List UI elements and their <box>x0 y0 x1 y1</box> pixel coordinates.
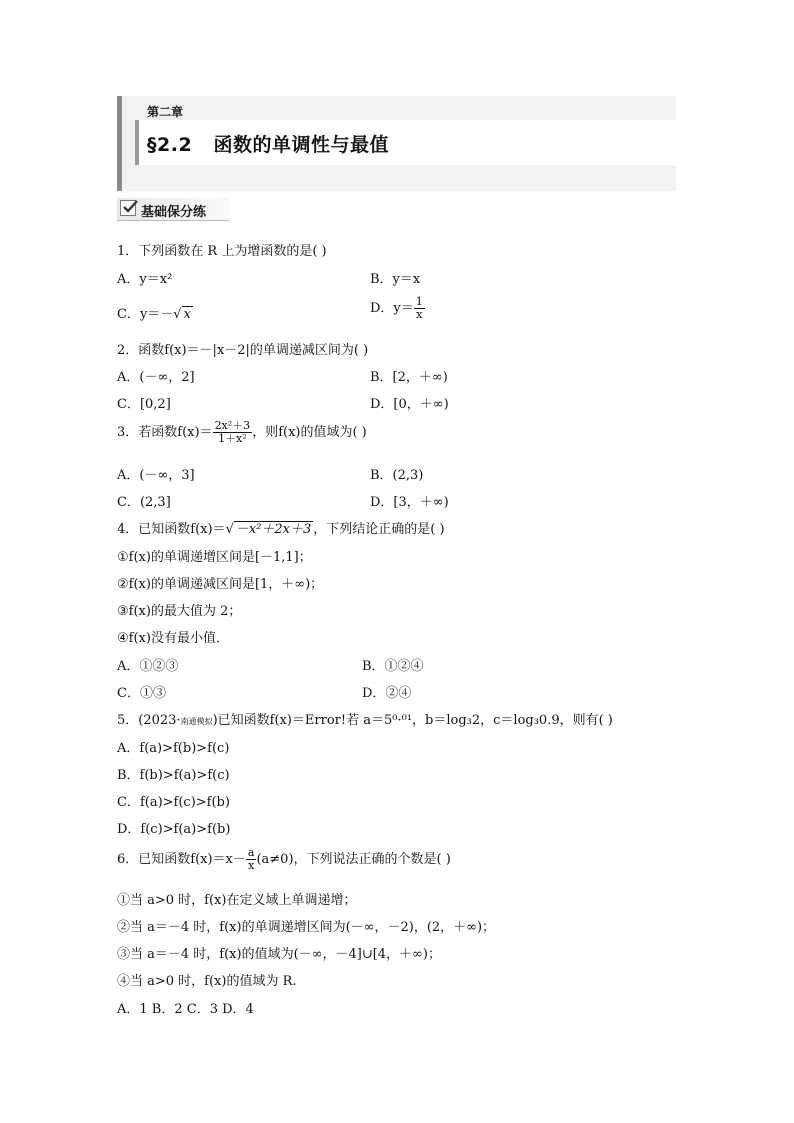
q6-statement-1: ①当 a>0 时，f(x)在定义域上单调递增； <box>117 893 357 908</box>
q3-stem: 3．若函数f(x)＝ $\frac{\text{2x²＋3}}{\text{1＋x²}}$ ，则f(x)的值域为( ) <box>117 419 367 445</box>
q1-option-d <box>370 296 425 321</box>
q2-option-c: C．[0,2] <box>117 397 171 412</box>
q6-statement-2: ②当 a＝－4 时，f(x)的单调递增区间为(－∞，－2)，(2，＋∞)； <box>117 920 496 935</box>
q3-option-a: A．(－∞，3] <box>117 468 195 483</box>
q4-radicand: －x²＋2x＋3 <box>235 522 312 537</box>
q1-option-a: A．y＝x² <box>117 272 173 287</box>
section-label: 基础保分练 <box>141 205 207 220</box>
q2-option-b: B．[2，＋∞) <box>370 370 448 385</box>
section-title: 函数的单调性与最值 <box>213 134 390 156</box>
q4-statement-4: ④f(x)没有最小值． <box>117 631 229 646</box>
q1-option-d-text: D．y＝ <box>370 301 414 316</box>
q6-options: A．1 B．2 C．3 D．4 <box>117 1002 254 1017</box>
header-accent-bar <box>117 96 122 191</box>
q3-option-b: B．(2,3) <box>370 468 424 483</box>
page-title <box>147 130 389 157</box>
q2-stem: 2．函数f(x)＝－|x－2|的单调递减区间为( ) <box>117 343 369 358</box>
q4-option-a: A．①②③ <box>117 659 179 674</box>
q4-statement-2: ②f(x)的单调递减区间是[1，＋∞)； <box>117 577 324 592</box>
q5-option-b: B．f(b)>f(a)>f(c) <box>117 768 230 783</box>
q5-stem: 5．(2023·南通模拟)已知函数f(x)＝Error!若 a＝5⁰·⁰¹，b＝log₃2，c＝log₃0.9，则有( ) <box>117 713 613 728</box>
q1-option-c: C．y＝－√ x <box>117 307 191 322</box>
q5-source: 南通模拟 <box>180 717 213 726</box>
checkbox-check-icon <box>120 200 136 216</box>
q1-option-c-text: C．y＝－ <box>117 307 174 322</box>
q2-option-a: A．(－∞，2] <box>117 370 195 385</box>
q4-option-b: B．①②④ <box>362 659 424 674</box>
q2-option-d: D．[0，＋∞) <box>370 397 449 412</box>
q3-option-c: C．(2,3] <box>117 495 171 510</box>
q6-statement-3: ③当 a＝－4 时，f(x)的值域为(－∞，－4]∪[4，＋∞)； <box>117 947 441 962</box>
q3-fraction: $\frac{\text{2x²＋3}}{\text{1＋x²}}$ <box>214 419 251 445</box>
q6-stem: 6．已知函数f(x)＝x－ $\frac{a}{x}$ (a≠0)，下列说法正确的个数是( ) <box>117 846 451 872</box>
q5-option-d: D．f(c)>f(a)>f(b) <box>117 822 231 837</box>
q4-option-d: D．②④ <box>362 686 412 701</box>
q4-statement-1: ①f(x)的单调递增区间是[－1,1]； <box>117 550 312 565</box>
chapter-label: 第二章 <box>147 105 184 119</box>
q3-option-d: D．[3，＋∞) <box>370 495 449 510</box>
q1-option-c-radicand: x <box>183 307 191 322</box>
q5-option-c: C．f(a)>f(c)>f(b) <box>117 795 230 810</box>
q4-stem: 4．已知函数f(x)＝√ －x²＋2x＋3 ，下列结论正确的是( ) <box>117 522 445 537</box>
q4-option-c: C．①③ <box>117 686 166 701</box>
q1-option-b: B．y＝x <box>370 272 421 287</box>
q4-statement-3: ③f(x)的最大值为 2； <box>117 604 242 619</box>
q1-stem: 1．下列函数在 R 上为增函数的是( ) <box>117 244 327 259</box>
q6-fraction: $\frac{a}{x}$ <box>247 846 255 872</box>
q6-statement-4: ④当 a>0 时，f(x)的值域为 R. <box>117 974 297 989</box>
section-number: §2.2 <box>147 134 193 156</box>
q5-option-a: A．f(a)>f(b)>f(c) <box>117 741 230 756</box>
q1-option-d-fraction: $\frac{1}{x}$ <box>415 295 423 321</box>
